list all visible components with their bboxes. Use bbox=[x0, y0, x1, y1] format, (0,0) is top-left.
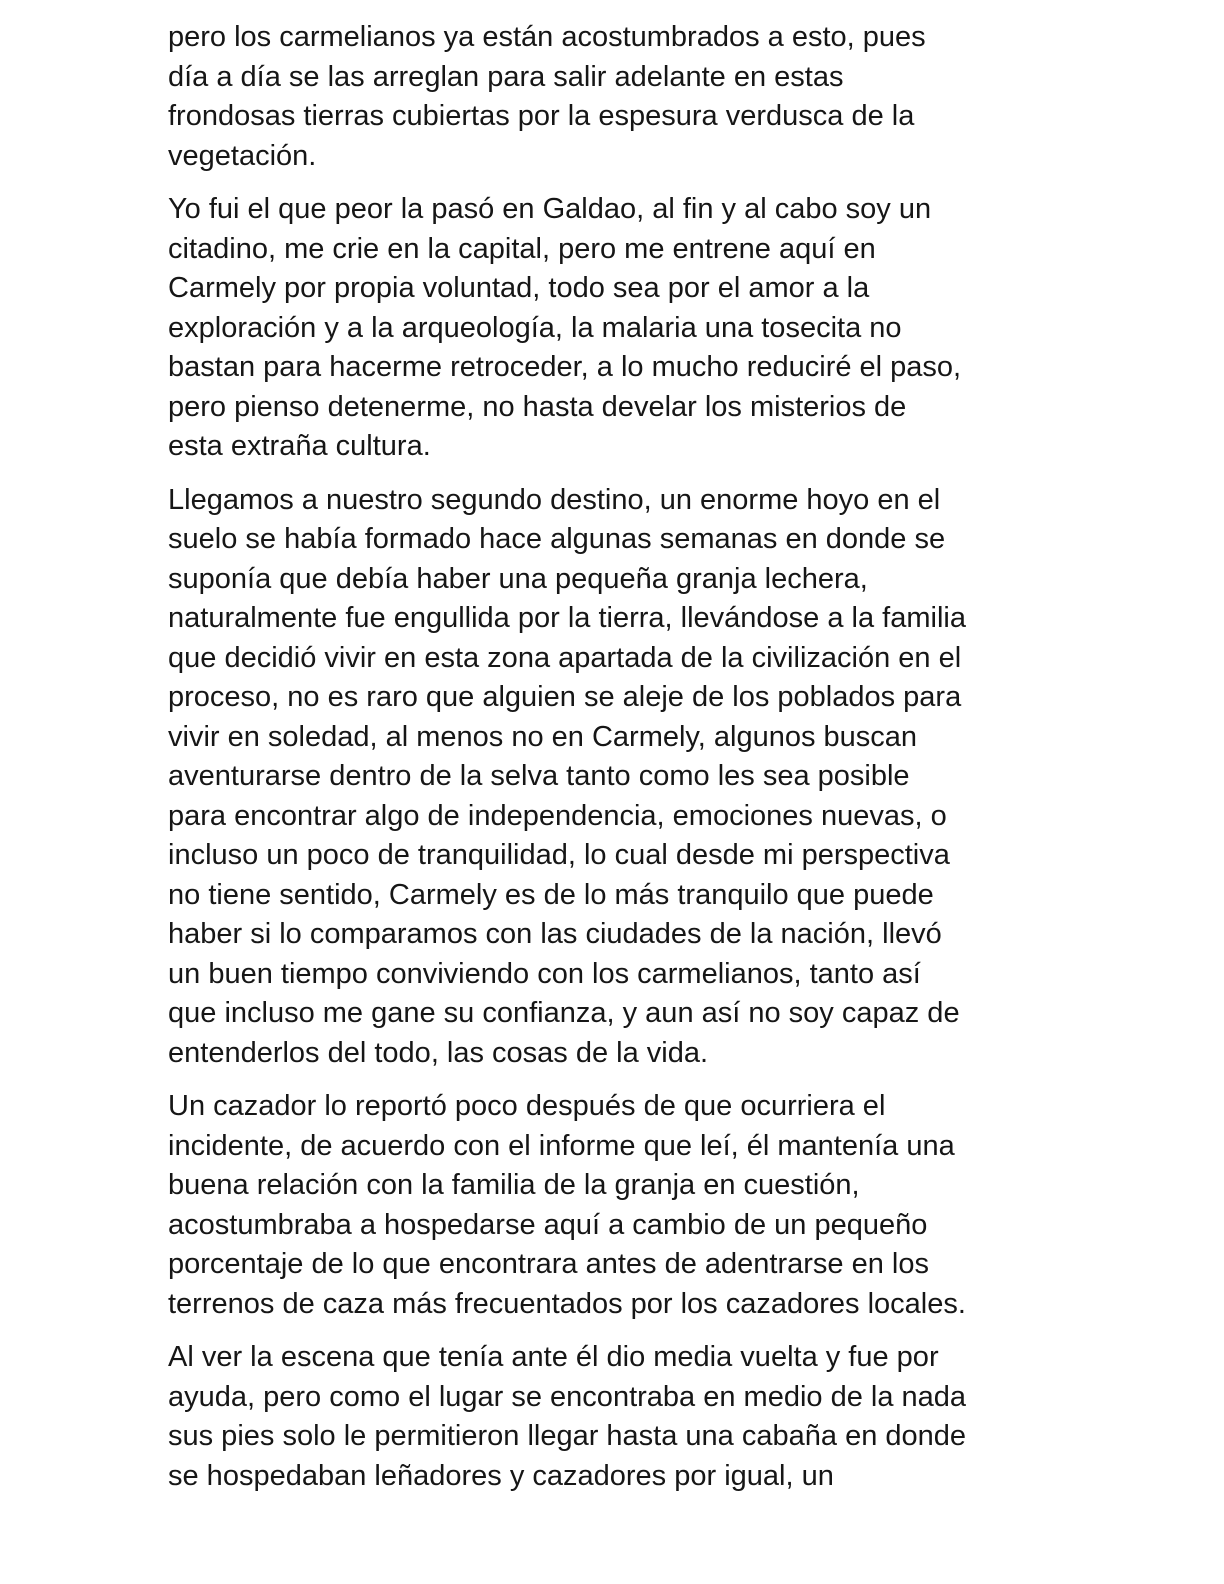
text-line: pero pienso detenerme, no hasta develar los misterios de bbox=[168, 390, 907, 423]
text-line: Llegamos a nuestro segundo destino, un enorme hoyo en el bbox=[168, 483, 941, 516]
text-line: bastan para hacerme retroceder, a lo mucho reduciré el paso, bbox=[168, 351, 962, 383]
text-line: incluso un poco de tranquilidad, lo cual desde mi perspectiva bbox=[168, 839, 950, 871]
text-line: suelo se había formado hace algunas semanas en donde se bbox=[168, 523, 946, 555]
text-line: proceso, no es raro que alguien se aleje de los poblados para bbox=[168, 681, 962, 713]
text-line: Un cazador lo reportó poco después de que ocurriera el bbox=[168, 1090, 886, 1122]
text-line: exploración y a la arqueología, la malaria una tosecita no bbox=[168, 311, 902, 344]
text-line: buena relación con la familia de la granja en cuestión, bbox=[168, 1169, 860, 1201]
text-line: se hospedaban leñadores y cazadores por igual, un bbox=[168, 1459, 834, 1492]
text-line: terrenos de caza más frecuentados por los cazadores locales. bbox=[168, 1287, 966, 1320]
document-page bbox=[168, 18, 1058, 1510]
text-line: un buen tiempo conviviendo con los carmelianos, tanto así bbox=[168, 957, 921, 990]
text-line: Al ver la escena que tenía ante él dio media vuelta y fue por bbox=[168, 1341, 939, 1373]
text-line: esta extraña cultura. bbox=[168, 430, 431, 462]
paragraph-3 bbox=[168, 481, 1058, 1074]
paragraph-5 bbox=[168, 1338, 1058, 1496]
text-line: vegetación. bbox=[168, 139, 317, 172]
text-line: ayuda, pero como el lugar se encontraba en medio de la nada bbox=[168, 1380, 967, 1413]
text-line: Carmely por propia voluntad, todo sea por el amor a la bbox=[168, 272, 870, 304]
paragraph-4 bbox=[168, 1087, 1058, 1324]
text-line: aventurarse dentro de la selva tanto como les sea posible bbox=[168, 760, 910, 792]
text-line: pero los carmelianos ya están acostumbrados a esto, pues bbox=[168, 21, 926, 53]
paragraph-1 bbox=[168, 18, 1058, 176]
text-line: porcentaje de lo que encontrara antes de adentrarse en los bbox=[168, 1248, 929, 1280]
text-line: no tiene sentido, Carmely es de lo más tranquilo que puede bbox=[168, 878, 934, 911]
text-line: naturalmente fue engullida por la tierra, llevándose a la familia bbox=[168, 602, 966, 634]
text-line: acostumbraba a hospedarse aquí a cambio de un pequeño bbox=[168, 1208, 928, 1241]
text-line: vivir en soledad, al menos no en Carmely, algunos buscan bbox=[168, 720, 918, 753]
text-line: Yo fui el que peor la pasó en Galdao, al fin y al cabo soy un bbox=[168, 193, 932, 225]
text-line: haber si lo comparamos con las ciudades de la nación, llevó bbox=[168, 918, 942, 950]
text-line: frondosas tierras cubiertas por la espesura verdusca de la bbox=[168, 100, 915, 132]
text-line: sus pies solo le permitieron llegar hasta una cabaña en donde bbox=[168, 1420, 967, 1452]
text-line: citadino, me crie en la capital, pero me entrene aquí en bbox=[168, 232, 876, 265]
text-line: incidente, de acuerdo con el informe que leí, él mantenía una bbox=[168, 1129, 955, 1162]
text-line: entenderlos del todo, las cosas de la vida. bbox=[168, 1036, 709, 1069]
text-line: que decidió vivir en esta zona apartada de la civilización en el bbox=[168, 641, 962, 674]
text-line: día a día se las arreglan para salir adelante en estas bbox=[168, 60, 844, 93]
paragraph-2 bbox=[168, 190, 1058, 467]
text-line: suponía que debía haber una pequeña granja lechera, bbox=[168, 562, 868, 595]
text-line: para encontrar algo de independencia, emociones nuevas, o bbox=[168, 799, 947, 832]
text-line: que incluso me gane su confianza, y aun así no soy capaz de bbox=[168, 997, 960, 1029]
